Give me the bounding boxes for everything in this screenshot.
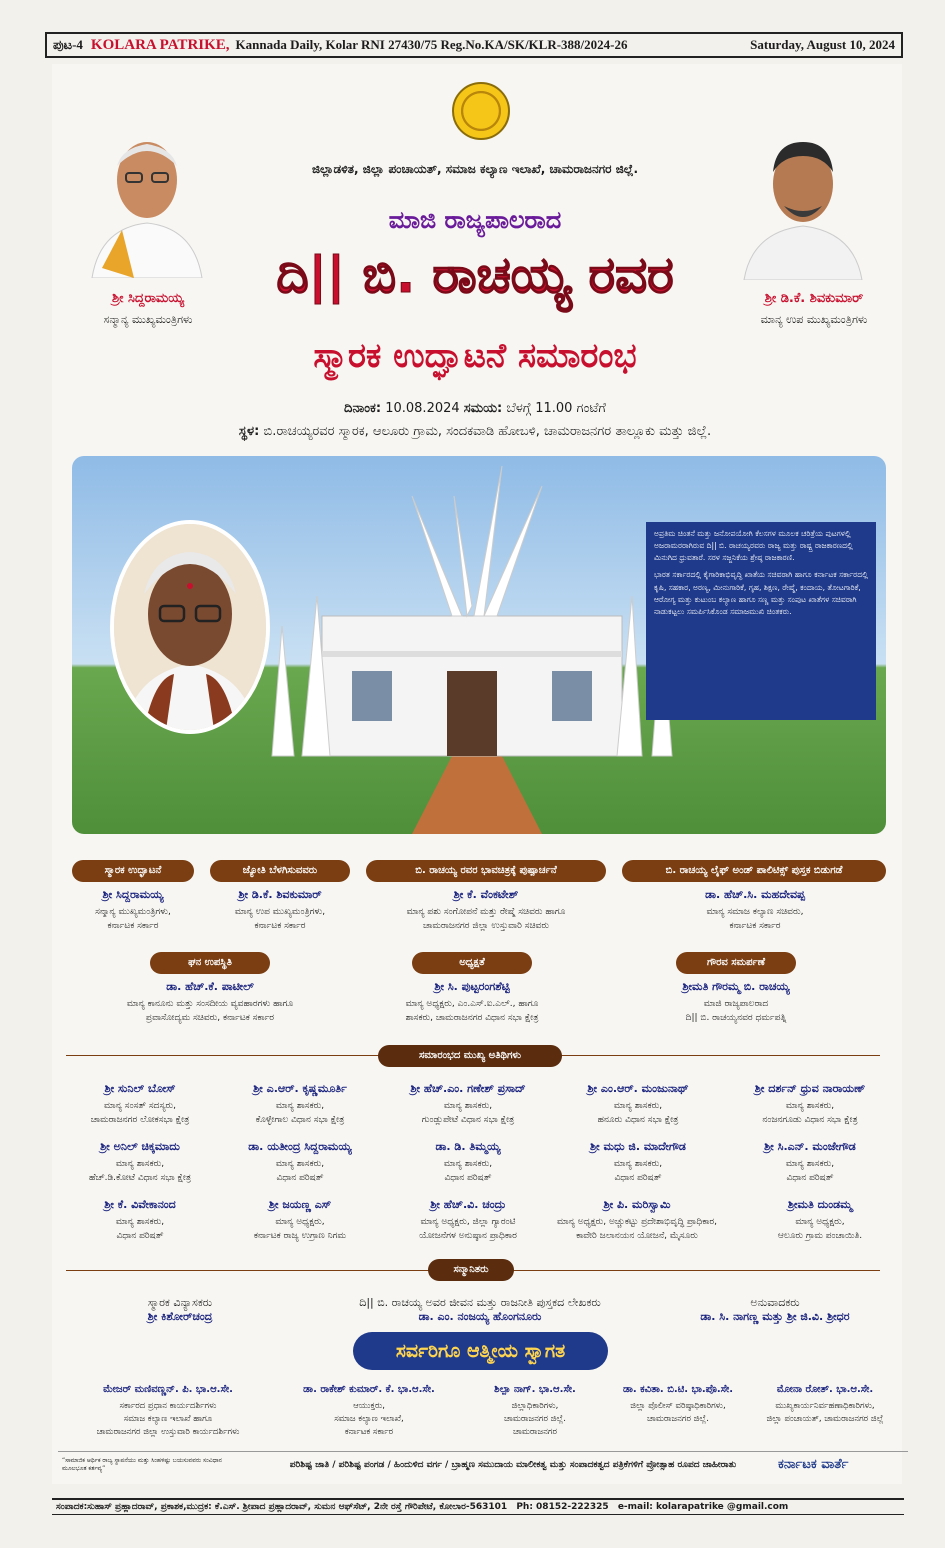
guest-desc: ಮಾನ್ಯ ಅಧ್ಯಕ್ಷರು, ಅಚ್ಚುಕಟ್ಟು ಪ್ರದೇಶಾಭಿವೃದ್ಧಿ ಪ್ರಾಧಿಕಾರ, ಕಾವೇರಿ ಜಲಾನಯನ ಯೋಜನೆ, ಮೈಸೂರು — [556, 1217, 718, 1241]
honoured-role: ಅನುವಾದಕರು — [750, 1296, 800, 1309]
honoured-name: ಶ್ರೀ ಕಿಶೋರ್‌ಚಂದ್ರ — [147, 1310, 213, 1323]
role-name: ಡಾ. ಹೆಚ್.ಕೆ. ಪಾಟೀಲ್ — [166, 980, 254, 993]
sponsor-strip — [58, 1451, 908, 1477]
guests-heading: ಸಮಾರಂಭದ ಮುಖ್ಯ ಅತಿಥಿಗಳು — [378, 1045, 562, 1067]
honoured-name: ಡಾ. ಎಂ. ನಂಜಯ್ಯ ಹೊಂಗನೂರು — [418, 1310, 542, 1323]
role-label: ಬಿ. ರಾಚಯ್ಯ ರವರ ಭಾವಚಿತ್ರಕ್ಕೆ ಪುಷ್ಪಾರ್ಚನೆ — [366, 860, 606, 882]
guest-name: ಶ್ರೀ ಜಯಣ್ಣ ಎಸ್ — [268, 1198, 332, 1211]
officer-name: ಡಾ. ರಾಕೇಶ್ ಕುಮಾರ್. ಕೆ. ಭಾ.ಆ.ಸೇ. — [303, 1384, 435, 1395]
guest-desc: ಮಾನ್ಯ ಶಾಸಕರು, ಗುಂಡ್ಲುಪೇಟೆ ವಿಧಾನ ಸಭಾ ಕ್ಷೇತ್ರ — [421, 1101, 515, 1125]
guest-desc: ಮಾನ್ಯ ಶಾಸಕರು, ವಿಧಾನ ಪರಿಷತ್ — [275, 1159, 325, 1183]
guest-name: ಶ್ರೀ ಎಂ.ಆರ್. ಮಂಜುನಾಥ್ — [587, 1082, 689, 1095]
role-name: ಶ್ರೀಮತಿ ಗೌರಮ್ಮ ಬಿ. ರಾಚಯ್ಯ — [682, 980, 790, 993]
masthead — [45, 32, 903, 58]
role-label: ಘನ ಉಪಸ್ಥಿತಿ — [150, 952, 270, 974]
role-label: ಗೌರವ ಸಮರ್ಪಣೆ — [676, 952, 796, 974]
honoured-role: ದಿ|| ಬಿ. ರಾಚಯ್ಯ ಅವರ ಜೀವನ ಮತ್ತು ರಾಜನೀತಿ ಪುಸ್ತಕದ ಲೇಖಕರು — [359, 1296, 601, 1309]
officer-name: ಮೋನಾ ರೋತ್. ಭಾ.ಆ.ಸೇ. — [776, 1384, 874, 1395]
organisers-line: ಜಿಲ್ಲಾಡಳಿತ, ಜಿಲ್ಲಾ ಪಂಚಾಯತ್, ಸಮಾಜ ಕಲ್ಯಾಣ ಇಲಾಖೆ, ಚಾಮರಾಜನಗರ ಜಿಲ್ಲೆ. — [311, 162, 638, 176]
imprint-text: ಸಂಪಾದಕ:ಸುಹಾಸ್ ಪ್ರಹ್ಲಾದರಾವ್, ಪ್ರಕಾಶಕ,ಮುದ್ರಕ: ಕೆ.ಎಸ್. ಶ್ರೀಪಾದ ಪ್ರಹ್ಲಾದರಾವ್, ಸುಮನ ಆಫ್‌ಸೆಟ್, 2ನೇ ರಸ್ತೆ ಗೌರಿಪೇಟೆ, ಕೋಲಾರ-563101 — [56, 1502, 508, 1512]
guest-desc: ಮಾನ್ಯ ಶಾಸಕರು, ವಿಧಾನ ಪರಿಷತ್ — [443, 1159, 493, 1183]
guest-name: ಶ್ರೀಮತಿ ದುಂಡಮ್ಮ — [787, 1198, 853, 1211]
guest-name: ಶ್ರೀ ಎ.ಆರ್. ಕೃಷ್ಣಮೂರ್ತಿ — [253, 1082, 347, 1095]
role-name: ಶ್ರೀ ಡಿ.ಕೆ. ಶಿವಕುಮಾರ್ — [238, 888, 322, 901]
guest-name: ಶ್ರೀ ಸುನಿಲ್ ಬೋಸ್ — [104, 1082, 176, 1095]
cm-name: ಶ್ರೀ ಸಿದ್ದರಾಮಯ್ಯ — [112, 291, 184, 306]
honoured-heading: ಸನ್ಮಾನಿತರು — [428, 1259, 514, 1281]
phone-number: Ph: 08152-222325 — [516, 1502, 609, 1512]
role-desc: ಮಾನ್ಯ ಅಧ್ಯಕ್ಷರು, ಎಂ.ಎಸ್.ಐ.ಎಲ್., ಹಾಗೂ ಶಾಸಕರು, ಚಾಮರಾಜನಗರ ವಿಧಾನ ಸಭಾ ಕ್ಷೇತ್ರ — [405, 999, 539, 1023]
dcm-name: ಶ್ರೀ ಡಿ.ಕೆ. ಶಿವಕುಮಾರ್ — [764, 291, 864, 306]
guest-desc: ಮಾನ್ಯ ಶಾಸಕರು, ನಂಜನಗೂಡು ವಿಧಾನ ಸಭಾ ಕ್ಷೇತ್ರ — [762, 1101, 858, 1125]
guest-desc: ಮಾನ್ಯ ಅಧ್ಯಕ್ಷರು, ಆಲೂರು ಗ್ರಾಮ ಪಂಚಾಯಿತಿ. — [777, 1217, 863, 1241]
role-label: ಅಧ್ಯಕ್ಷತೆ — [412, 952, 532, 974]
date-value: 10.08.2024 — [385, 401, 460, 416]
guest-desc: ಮಾನ್ಯ ಶಾಸಕರು, ವಿಧಾನ ಪರಿಷತ್ — [613, 1159, 663, 1183]
date-time-line — [230, 401, 720, 416]
guest-name: ಡಾ. ಯತೀಂದ್ರ ಸಿದ್ದರಾಮಯ್ಯ — [248, 1140, 352, 1153]
role-desc: ಮಾಜಿ ರಾಜ್ಯಪಾಲರಾದ ದಿ|| ಬಿ. ರಾಚಯ್ಯನವರ ಧರ್ಮಪತ್ನಿ — [685, 999, 787, 1023]
guest-desc: ಮಾನ್ಯ ಶಾಸಕರು, ವಿಧಾನ ಪರಿಷತ್ — [115, 1217, 165, 1241]
time-label: ಸಮಯ: — [463, 401, 503, 416]
officer-desc: ಸರ್ಕಾರದ ಪ್ರಧಾನ ಕಾರ್ಯದರ್ಶಿಗಳು ಸಮಾಜ ಕಲ್ಯಾಣ ಇಲಾಖೆ ಹಾಗೂ ಚಾಮರಾಜನಗರ ಜಿಲ್ಲಾ ಉಸ್ತುವಾರಿ ಕಾರ್ಯದರ್ಶಿಗಳು — [96, 1401, 240, 1438]
guest-name: ಶ್ರೀ ಹೆಚ್.ಎಂ. ಗಣೇಶ್ ಪ್ರಸಾದ್ — [410, 1082, 526, 1095]
welcome-banner: ಸರ್ವರಿಗೂ ಆತ್ಮೀಯ ಸ್ವಾಗತ — [353, 1332, 608, 1370]
officer-desc: ಜಿಲ್ಲಾ ಪೊಲೀಸ್ ವರಿಷ್ಠಾಧಿಕಾರಿಗಳು, ಚಾಮರಾಜನಗರ ಜಿಲ್ಲೆ. — [630, 1401, 726, 1425]
guest-name: ಶ್ರೀ ಅನಿಲ್ ಚಿಕ್ಕಮಾದು — [100, 1140, 180, 1153]
role-desc: ಮಾನ್ಯ ಸಮಾಜ ಕಲ್ಯಾಣ ಸಚಿವರು, ಕರ್ನಾಟಕ ಸರ್ಕಾರ — [706, 907, 804, 931]
karnataka-varthe-logo: ಕರ್ನಾಟಕ ವಾರ್ತೆ — [778, 1457, 849, 1472]
guest-name: ಶ್ರೀ ಮಧು ಜಿ. ಮಾದೇಗೌಡ — [590, 1140, 686, 1153]
officer-name: ಮೇಜರ್ ಮಣಿವಣ್ಣನ್. ಪಿ. ಭಾ.ಆ.ಸೇ. — [103, 1384, 233, 1395]
officer-name: ಡಾ. ಕವಿತಾ. ಬಿ.ಟಿ. ಭಾ.ಪೊ.ಸೇ. — [622, 1384, 734, 1395]
place-value: ಬಿ.ರಾಚಯ್ಯರವರ ಸ್ಮಾರಕ, ಆಲೂರು ಗ್ರಾಮ, ಸಂದಕವಾಡಿ ಹೋಬಳಿ, ಚಾಮರಾಜನಗರ ತಾಲ್ಲೂಕು ಮತ್ತು ಜಿಲ್ಲೆ. — [263, 424, 712, 439]
guest-name: ಡಾ. ಡಿ. ತಿಮ್ಮಯ್ಯ — [435, 1140, 501, 1153]
biography-box — [646, 522, 876, 720]
cm-portrait — [82, 118, 212, 278]
role-label: ಬಿ. ರಾಚಯ್ಯ ಲೈಫ್ ಅಂಡ್ ಪಾಲಿಟಿಕ್ಸ್ ಪುಸ್ತಕ ಬಿಡುಗಡೆ — [622, 860, 886, 882]
dcm-title: ಮಾನ್ಯ ಉಪ ಮುಖ್ಯಮಂತ್ರಿಗಳು — [760, 313, 868, 326]
guest-desc: ಮಾನ್ಯ ಶಾಸಕರು, ಹನೂರು ವಿಧಾನ ಸಭಾ ಕ್ಷೇತ್ರ — [597, 1101, 679, 1125]
place-label: ಸ್ಥಳ: — [238, 424, 260, 439]
role-label: ಸ್ಮಾರಕ ಉದ್ಘಾಟನೆ — [72, 860, 194, 882]
email-address: e-mail: kolarapatrike @gmail.com — [617, 1502, 789, 1512]
officer-desc: ಮುಖ್ಯಕಾರ್ಯನಿರ್ವಹಣಾಧಿಕಾರಿಗಳು, ಜಿಲ್ಲಾ ಪಂಚಾಯತ್, ಚಾಮರಾಜನಗರ ಜಿಲ್ಲೆ — [766, 1401, 884, 1425]
issue-date: Saturday, August 10, 2024 — [750, 37, 895, 52]
role-desc: ಮಾನ್ಯ ಕಾನೂನು ಮತ್ತು ಸಂಸದೀಯ ವ್ಯವಹಾರಗಳು ಹಾಗೂ ಪ್ರವಾಸೋದ್ಯಮ ಸಚಿವರು, ಕರ್ನಾಟಕ ಸರ್ಕಾರ — [126, 999, 294, 1023]
role-desc: ಮಾನ್ಯ ಉಪ ಮುಖ್ಯಮಂತ್ರಿಗಳು, ಕರ್ನಾಟಕ ಸರ್ಕಾರ — [234, 907, 326, 931]
newspaper-details: Kannada Daily, Kolar RNI 27430/75 Reg.No.KA/SK/KLR-388/2024-26 — [235, 37, 628, 52]
officer-name: ಶಿಲ್ಪಾ ನಾಗ್. ಭಾ.ಆ.ಸೇ. — [494, 1384, 576, 1395]
role-name: ಡಾ. ಹೆಚ್.ಸಿ. ಮಹದೇವಪ್ಪ — [705, 888, 805, 901]
cm-title: ಸನ್ಮಾನ್ಯ ಮುಖ್ಯಮಂತ್ರಿಗಳು — [103, 313, 193, 326]
pre-title: ಮಾಜಿ ರಾಜ್ಯಪಾಲರಾದ — [388, 206, 562, 234]
imprint-footer — [52, 1498, 904, 1515]
honoured-role: ಸ್ಮಾರಕ ವಿನ್ಯಾಸಕರು — [147, 1296, 213, 1309]
guest-desc: ಮಾನ್ಯ ಶಾಸಕರು, ವಿಧಾನ ಪರಿಷತ್ — [785, 1159, 835, 1183]
officer-desc: ಜಿಲ್ಲಾಧಿಕಾರಿಗಳು, ಚಾಮರಾಜನಗರ ಜಿಲ್ಲೆ. ಚಾಮರಾಜನಗರ — [504, 1401, 566, 1438]
event-title: ಸ್ಮಾರಕ ಉದ್ಘಾಟನೆ ಸಮಾರಂಭ — [313, 336, 637, 376]
role-label: ಜ್ಯೋತಿ ಬೆಳಗಿಸುವವರು — [210, 860, 350, 882]
guest-desc: ಮಾನ್ಯ ಸಂಸತ್ ಸದಸ್ಯರು, ಚಾಮರಾಜನಗರ ಲೋಕಸಭಾ ಕ್ಷೇತ್ರ — [90, 1101, 190, 1125]
main-title: ದಿ|| ಬಿ. ರಾಚಯ್ಯ ರವರ — [276, 246, 674, 304]
karnataka-emblem-icon — [452, 82, 510, 140]
role-name: ಶ್ರೀ ಕೆ. ವೆಂಕಟೇಶ್ — [453, 888, 519, 901]
guest-desc: ಮಾನ್ಯ ಶಾಸಕರು, ಹೆಚ್.ಡಿ.ಕೋಟೆ ವಿಧಾನ ಸಭಾ ಕ್ಷೇತ್ರ — [88, 1159, 192, 1183]
rachaiah-portrait — [110, 520, 270, 734]
guest-name: ಶ್ರೀ ಹೆಚ್.ವಿ. ಚಂದ್ರು — [430, 1198, 506, 1211]
guest-desc: ಮಾನ್ಯ ಅಧ್ಯಕ್ಷರು, ಜಿಲ್ಲಾ ಗ್ಯಾರಂಟಿ ಯೋಜನೆಗಳ ಅನುಷ್ಠಾನ ಪ್ರಾಧಿಕಾರ — [419, 1217, 517, 1241]
guest-name: ಶ್ರೀ ಪಿ. ಮರಿಸ್ವಾಮಿ — [603, 1198, 671, 1211]
guest-name: ಶ್ರೀ ಸಿ.ಎನ್. ಮಂಜೇಗೌಡ — [764, 1140, 856, 1153]
role-desc: ಮಾನ್ಯ ಪಶು ಸಂಗೋಪನೆ ಮತ್ತು ರೇಷ್ಮೆ ಸಚಿವರು ಹಾಗೂ ಚಾಮರಾಜನಗರ ಜಿಲ್ಲಾ ಉಸ್ತುವಾರಿ ಸಚಿವರು — [406, 907, 566, 931]
role-name: ಶ್ರೀ ಸಿದ್ದರಾಮಯ್ಯ — [102, 888, 164, 901]
advertisement-note: ಪರಿಶಿಷ್ಟ ಜಾತಿ / ಪರಿಶಿಷ್ಟ ಪಂಗಡ / ಹಿಂದುಳಿದ ವರ್ಗ / ಬ್ರಾಹ್ಮಣ ಸಮುದಾಯ ಮಾಲೀಕತ್ವ ಮತ್ತು ಸಂಪಾದಕತ್ವದ ಪತ್ರಿಕೆಗಳಿಗೆ ಪ್ರೋತ್ಸಾಹ ರೂಪದ ಜಾಹೀರಾತು — [289, 1459, 737, 1470]
guest-desc: ಮಾನ್ಯ ಅಧ್ಯಕ್ಷರು, ಕರ್ನಾಟಕ ರಾಜ್ಯ ಉಗ್ರಾಣ ನಿಗಮ — [253, 1217, 347, 1241]
biography-paragraph: ಅಪ್ರತಿಮ ಚಿಂತನೆ ಮತ್ತು ಜನೋಪಯೋಗಿ ಕೆಲಸಗಳ ಮೂಲಕ ಚರಿತ್ರೆಯ ಪುಟಗಳಲ್ಲಿ ಅಜರಾಮರರಾಗಿರುವ ದಿ|| ಬಿ. ರಾಚಯ್ಯರವರು ರಾಜ್ಯ ಮತ್ತು ರಾಷ್ಟ್ರ ರಾಜಕಾರಣದಲ್ಲಿ ಮಿನುಗಿದ ಧ್ರುವತಾರೆ. ಸರಳ ಸಜ್ಜನಿಕೆಯ ಶ್ರೇಷ್ಠ ರಾಜಕಾರಣಿ. — [654, 529, 853, 563]
constitution-quote: “ಸಾಮಾಜಿಕ ಆರ್ಥಿಕ ರಾಜ್ಯ ಸ್ಥಾಪನೆಯು ಮತ್ತು ಸಿಂಹಳಿಷ್ಟು ಬಯಸುವವರು ಸಂವಿಧಾನ ಮೂಲಭೂತ ಕರ್ತವ್ಯ” — [62, 1456, 222, 1472]
date-label: ದಿನಾಂಕ: — [344, 401, 382, 416]
guest-desc: ಮಾನ್ಯ ಶಾಸಕರು, ಕೊಳ್ಳೇಗಾಲ ವಿಧಾನ ಸಭಾ ಕ್ಷೇತ್ರ — [255, 1101, 345, 1125]
newspaper-name: KOLARA PATRIKE, — [90, 36, 230, 53]
venue-line — [110, 424, 840, 439]
dcm-portrait — [738, 120, 868, 280]
time-value: ಬೆಳಗ್ಗೆ 11.00 ಗಂಟೆಗೆ — [506, 401, 606, 416]
honoured-name: ಡಾ. ಸಿ. ನಾಗಣ್ಣ ಮತ್ತು ಶ್ರೀ ಜಿ.ವಿ. ಶ್ರೀಧರ — [700, 1310, 850, 1323]
guest-name: ಶ್ರೀ ದರ್ಶನ್ ಧ್ರುವ ನಾರಾಯಣ್ — [754, 1082, 866, 1095]
biography-paragraph: ಭಾರತ ಸರ್ಕಾರದಲ್ಲಿ ಕೈಗಾರಿಕಾಭಿವೃದ್ಧಿ ಖಾತೆಯ ಸಚಿವರಾಗಿ ಹಾಗೂ ಕರ್ನಾಟಕ ಸರ್ಕಾರದಲ್ಲಿ ಕೃಷಿ, ಸಹಕಾರ, ಅರಣ್ಯ, ಮೀನುಗಾರಿಕೆ, ಗೃಹ, ಶಿಕ್ಷಣ, ರೇಷ್ಮೆ, ಕಂದಾಯ, ತೋಟಗಾರಿಕೆ, ಆರೋಗ್ಯ ಮತ್ತು ಕುಟುಂಬ ಕಲ್ಯಾಣ ಹಾಗೂ ಸಣ್ಣ ಮತ್ತು ಸಂಪುಟ ಖಾತೆಗಳ ಸಚಿವರಾಗಿ ನಾಡುಕಟ್ಟಲು ಸಮರ್ಪಿಸಿಕೊಂಡ ಸಮಾಜಮುಖಿ ಚಿಂತಕರು. — [654, 570, 868, 616]
officer-desc: ಆಯುಕ್ತರು, ಸಮಾಜ ಕಲ್ಯಾಣ ಇಲಾಖೆ, ಕರ್ನಾಟಕ ಸರ್ಕಾರ — [334, 1401, 404, 1438]
guest-name: ಶ್ರೀ ಕೆ. ವಿವೇಕಾನಂದ — [104, 1198, 176, 1211]
role-name: ಶ್ರೀ ಸಿ. ಪುಟ್ಟರಂಗಶೆಟ್ಟಿ — [434, 980, 510, 993]
page-number: ಪುಟ-4 — [53, 37, 83, 52]
role-desc: ಸನ್ಮಾನ್ಯ ಮುಖ್ಯಮಂತ್ರಿಗಳು, ಕರ್ನಾಟಕ ಸರ್ಕಾರ — [95, 907, 171, 931]
